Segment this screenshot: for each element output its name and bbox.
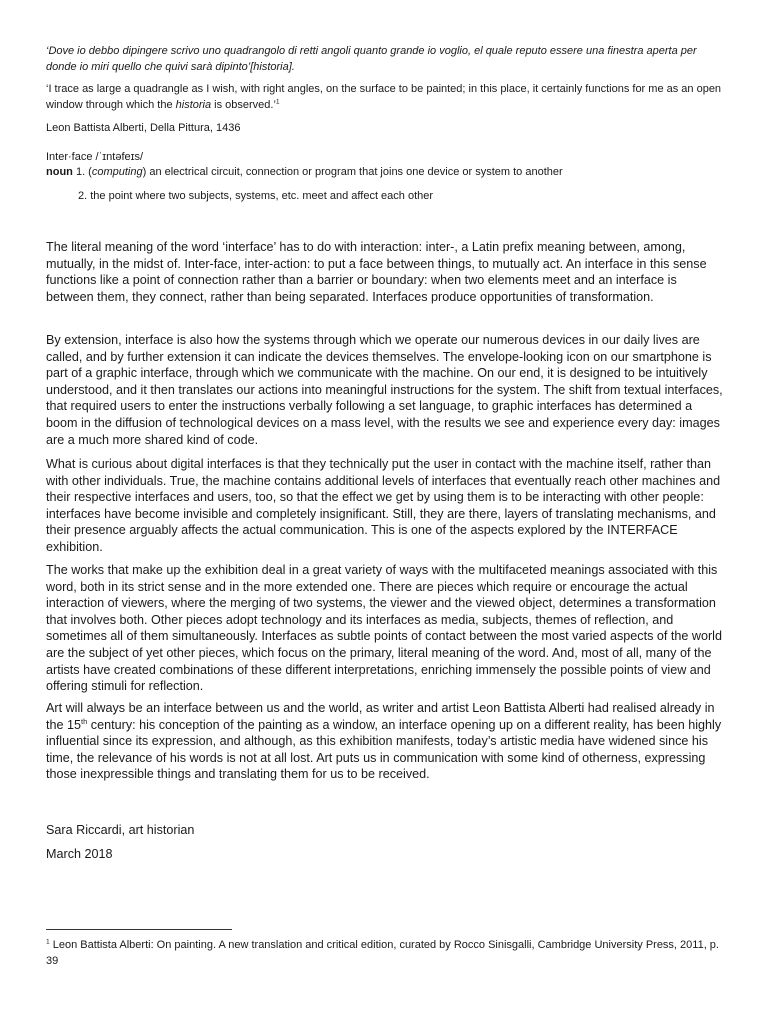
paragraph-4: The works that make up the exhibition deal in a great variety of ways with the multifaceted meanings associated with this word, both in its strict sense and in the more extended one. There are pieces which require or encourage the actual interaction of viewers, where the merging of two systems, the viewer and the viewed object, determines a transformation that involves both. Other pieces adopt technology and its interfaces as media, subjects, themes of reflection, and sometimes all of them simultaneously. Interfaces as subtle points of contact between the most varied aspects of the world are the subject of yet other pieces, which focus on the primary, literal meaning of the word. And, most of all, many of the artists have created combinations of these different interpretations, enriching immensely the possible points of view and offering stimuli for reflection. <box>46 563 722 694</box>
definition-sense-1: noun 1. (computing) an electrical circuit, connection or program that joins one device or system to another <box>46 166 563 178</box>
paragraph-3: What is curious about digital interfaces is that they technically put the user in contact with the machine itself, rather than with other individuals. True, the machine contains additional levels of interfaces that eventually reach other machines and their respective interfaces and users, too, so that the effect we get by using them is to be interacting with other people: interfaces have become invisible and completely insignificant. Still, they are there, layers of translating mechanisms, and their presence arguably affects the actual communication. This is one of the aspects explored by the INTERFACE exhibition. <box>46 457 721 554</box>
paragraph-2: By extension, interface is also how the systems through which we operate our numerous devices in our daily lives are called, and by further extension it can indicate the devices themselves. The envelope-looking icon on our smartphone is part of a graphic interface, through which we communicate with the machine. On our end, it is designed to be intuitively understood, and it then translates our actions into meaningful instructions for the system. The shift from textual interfaces, that required users to enter the instructions verbally following a set language, to graphic interfaces has determined a boom in the diffusion of technological devices on a mass level, with the results we see and experience every day: images are a much more shared kind of code. <box>46 333 723 447</box>
paragraph-5: Art will always be an interface between us and the world, as writer and artist Leon Battista Alberti had realised already in the 15th century: his conception of the painting as a window, an interface opening up on a different reality, has been highly influential since its expression, and although, as this exhibition manifests, today’s artistic media have widened since his time, the relevance of his words is not at all lost. Art puts us in communication with some kind of otherness, expressing those inexpressible things and translating them for us to be received. <box>46 701 722 782</box>
definition-sense-2: 2. the point where two subjects, systems, etc. meet and affect each other <box>78 190 434 202</box>
signature-date: March 2018 <box>46 847 113 861</box>
quote-attribution: Leon Battista Alberti, Della Pittura, 1436 <box>46 122 241 134</box>
italian-quote: ‘Dove io debbo dipingere scrivo uno quadrangolo di retti angoli quanto grande io voglio, el quale reputo essere una finestra aperta per donde io miri quello che quivi sarà dipinto’[historia]. <box>46 45 697 73</box>
author-signature: Sara Riccardi, art historian <box>46 823 195 837</box>
paragraph-1: The literal meaning of the word ‘interface’ has to do with interaction: inter-, a Latin prefix meaning between, among, mutually, in the midst of. Inter-face, inter-action: to put a face between things, to mutually act. An interface in this sense functions like a point of connection rather than a barrier or boundary: when two elements meet and an interface is between them, they connect, rather than being separated. Interfaces produce opportunities of transformation. <box>46 240 707 304</box>
footnote: $^1$ Leon Battista Alberti: On painting. A new translation and critical edition, curated by Rocco Sinisgalli, Cambridge University Press, 2011, p. 39 <box>46 938 719 967</box>
english-quote: ‘I trace as large a quadrangle as I wish, with right angles, on the surface to be painted; in this place, it certainly functions for me as an open window through which the historia is observed.’$^1$ <box>46 83 722 111</box>
definition-headword: Inter·face /ˈɪntəfeɪs/ <box>46 151 144 163</box>
footnote-ref[interactable]: 1 <box>275 98 280 106</box>
footnote-divider <box>46 929 232 930</box>
